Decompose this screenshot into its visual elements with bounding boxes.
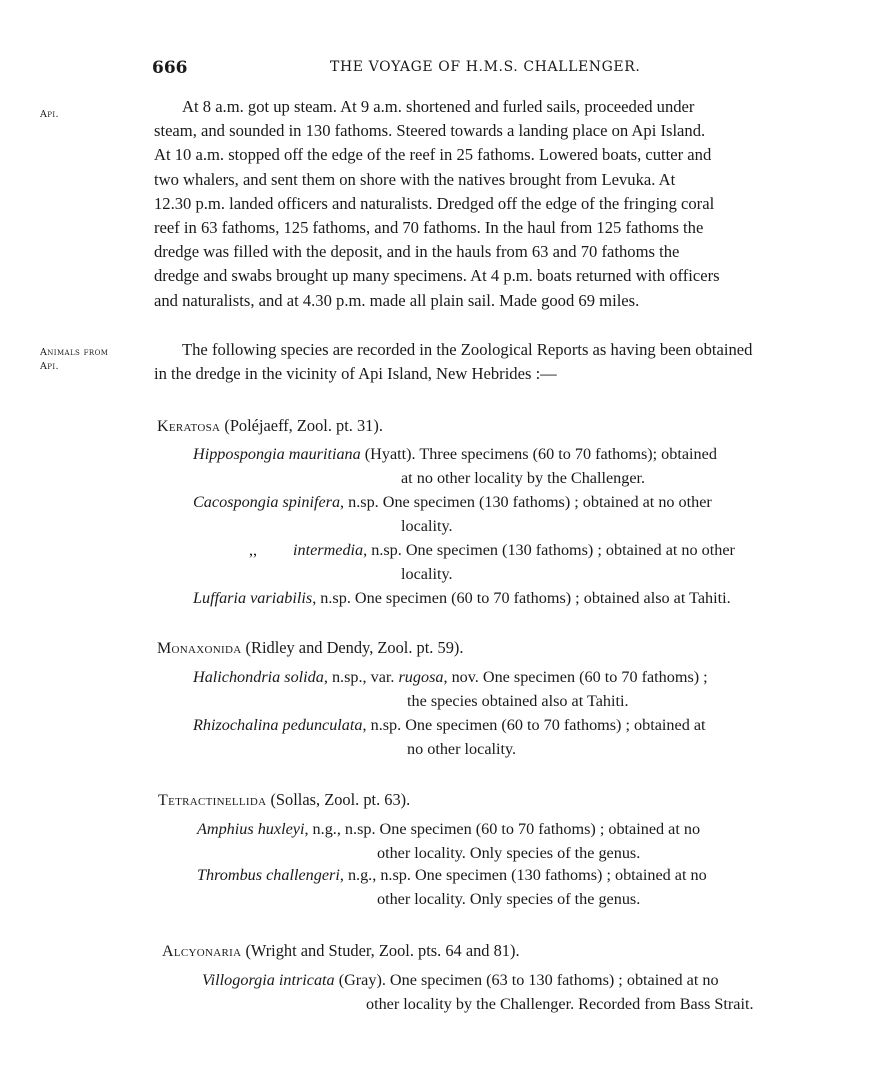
species-note-cont: locality. [401, 517, 453, 535]
species-note: , n.sp., var. [323, 668, 399, 686]
species-note: , n.g., n.sp. One specimen (130 fathoms) ; obtained at no [339, 866, 707, 884]
species-note: , n.sp. One specimen (60 to 70 fathoms) ; obtained also at Tahiti. [312, 589, 731, 607]
intro-line: in the dredge in the vicinity of Api Island, New Hebrides :— [154, 364, 557, 384]
group-reference: (Ridley and Dendy, Zool. pt. 59). [241, 638, 464, 657]
narrative-paragraph [154, 95, 842, 313]
species-name: Villogorgia intricata [202, 971, 335, 989]
running-title: THE VOYAGE OF H.M.S. CHALLENGER. [330, 59, 641, 75]
group-name: Tetractinellida [158, 792, 267, 809]
page-header [152, 58, 842, 82]
species-name: Rhizochalina pedunculata [193, 716, 363, 734]
group-name: Alcyonaria [162, 943, 242, 960]
species-entry [197, 817, 700, 865]
species-entry [197, 863, 707, 911]
species-entry [193, 713, 706, 761]
narrative-line: At 10 a.m. stopped off the edge of the reef in 25 fathoms. Lowered boats, cutter and [154, 145, 712, 165]
ditto-mark: ,, [249, 541, 258, 559]
species-note: , n.sp. One specimen (60 to 70 fathoms) ; obtained at [362, 716, 706, 734]
species-entry [193, 665, 708, 713]
group-heading-tetractinellida [158, 788, 410, 813]
group-heading-keratosa [157, 414, 383, 439]
group-reference: (Wright and Studer, Zool. pts. 64 and 81). [241, 941, 520, 960]
narrative-line: reef in 63 fathoms, 125 fathoms, and 70 fathoms. In the haul from 125 fathoms the [154, 218, 704, 238]
margin-note-animals-line1: Animals from [40, 347, 109, 358]
species-note-cont: locality. [401, 565, 453, 583]
species-note: , n.g., n.sp. One specimen (60 to 70 fathoms) ; obtained at no [304, 820, 701, 838]
species-name: Halichondria solida [193, 668, 324, 686]
narrative-line: and naturalists, and at 4.30 p.m. made all plain sail. Made good 69 miles. [154, 290, 640, 310]
species-name: Cacospongia spinifera [193, 493, 341, 511]
species-entry [193, 586, 731, 610]
species-note: , n.sp. One specimen (130 fathoms) ; obtained at no other [340, 493, 712, 511]
page-number: 666 [152, 58, 188, 78]
species-name: Amphius huxleyi [197, 820, 305, 838]
narrative-line: 12.30 p.m. landed officers and naturalists. Dredged off the edge of the fringing coral [154, 193, 715, 213]
species-name: Hippospongia mauritiana [193, 445, 361, 463]
group-name: Keratosa [157, 418, 221, 435]
margin-note-animals [40, 346, 140, 374]
species-entry [193, 490, 712, 538]
species-note-cont: other locality. Only species of the genus. [377, 844, 641, 862]
species-note: (Hyatt). Three specimens (60 to 70 fathoms); obtained [360, 445, 717, 463]
intro-paragraph [154, 338, 842, 386]
species-note-cont: at no other locality by the Challenger. [401, 469, 646, 487]
species-name: Thrombus challengeri [197, 866, 340, 884]
group-name: Monaxonida [157, 640, 242, 657]
species-note-cont: the species obtained also at Tahiti. [407, 692, 629, 710]
narrative-line: steam, and sounded in 130 fathoms. Steered towards a landing place on Api Island. [154, 121, 706, 141]
species-entry [193, 442, 717, 490]
group-reference: (Poléjaeff, Zool. pt. 31). [220, 416, 383, 435]
species-note-cont: other locality by the Challenger. Recorded from Bass Strait. [366, 995, 754, 1013]
species-entry [193, 538, 735, 586]
group-heading-alcyonaria [162, 939, 520, 964]
margin-note-api-text: Api. [40, 109, 59, 120]
margin-note-animals-line2: Api. [40, 361, 59, 372]
species-note: , nov. One specimen (60 to 70 fathoms) ; [443, 668, 708, 686]
narrative-line: dredge and swabs brought up many specimens. At 4 p.m. boats returned with officers [154, 266, 720, 286]
intro-line: The following species are recorded in the Zoological Reports as having been obtained [182, 340, 753, 359]
species-name: Luffaria variabilis [193, 589, 313, 607]
variety-name: rugosa [398, 668, 444, 686]
species-note-cont: no other locality. [407, 740, 517, 758]
narrative-line: dredge was filled with the deposit, and in the hauls from 63 and 70 fathoms the [154, 242, 680, 262]
species-note-cont: other locality. Only species of the genus. [377, 890, 641, 908]
narrative-line: two whalers, and sent them on shore with the natives brought from Levuka. At [154, 169, 676, 189]
group-reference: (Sollas, Zool. pt. 63). [266, 790, 411, 809]
group-heading-monaxonida [157, 636, 463, 661]
narrative-line: At 8 a.m. got up steam. At 9 a.m. shortened and furled sails, proceeded under [182, 97, 695, 116]
species-entry [202, 968, 754, 1016]
species-name: intermedia [293, 541, 364, 559]
species-note: , n.sp. One specimen (130 fathoms) ; obtained at no other [363, 541, 735, 559]
species-note: (Gray). One specimen (63 to 130 fathoms) ; obtained at no [334, 971, 719, 989]
margin-note-api [40, 108, 140, 122]
